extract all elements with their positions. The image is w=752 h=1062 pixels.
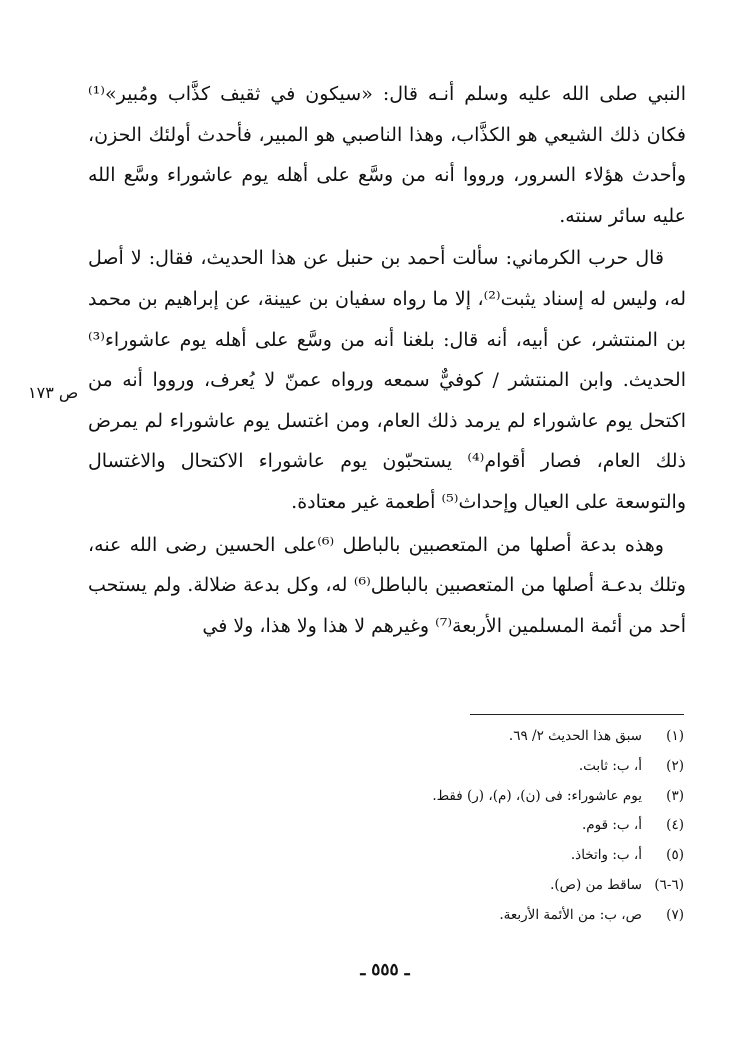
footnote-text: يوم عاشوراء: فى (ن)، (م)، (ر) فقط.: [432, 787, 642, 804]
footnote-text: سبق هذا الحديث ٢/ ٦٩.: [508, 728, 642, 744]
footnote-6: [300, 871, 684, 901]
main-text: [88, 74, 686, 646]
margin-page-reference: ص ١٧٣: [28, 383, 79, 402]
footnote-5: [300, 841, 684, 871]
paragraph-3: وهذه بدعة أصلها من المتعصبين بالباطل ⁽⁶⁾على الحسين رضى الله عنه، وتلك بدعـة أصلها من المتعصبين بالباطل⁽⁶⁾ له، وكل بدعة ضلالة. ولم يستحب أحد من أئمة المسلمين الأربعة⁽⁷⁾ وغيرهم لا هذا ولا هذا، ولا في: [88, 533, 686, 637]
footnote-number: (١): [666, 728, 684, 744]
footnote-7: [300, 901, 684, 931]
paragraph-2: قال حرب الكرماني: سألت أحمد بن حنبل عن هذا الحديث، فقال: لا أصل له، وليس له إسناد يثبت⁽²⁾، إلا ما رواه سفيان بن عيينة، عن إبراهيم بن محمد بن المنتشر، عن أبيه، أنه قال: بلغنا أنه من وسَّع على أهله يوم عاشوراء⁽³⁾ الحديث. وابن المنتشر / كوفيٌّ سمعه ورواه عمنّ لا يُعرف، ورووا أنه من اكتحل يوم عاشوراء لم يرمد ذلك العام، ومن اغتسل يوم عاشوراء لم يمرض ذلك العام، فصار أقوام⁽⁴⁾ يستحبّون يوم عاشوراء الاكتحال والاغتسال والتوسعة على العيال وإحداث⁽⁵⁾ أطعمة غير معتادة.: [88, 247, 686, 513]
footnote-number: (٢): [666, 757, 684, 774]
footnote-1: [300, 722, 684, 752]
footnote-text: ساقط من (ص).: [550, 876, 642, 893]
paragraph-1: النبي صلى الله عليه وسلم أنـه قال: «سيكون في ثقيف كذَّاب ومُبير»⁽¹⁾ فكان ذلك الشيعي هو الكذَّاب، وهذا الناصبي هو المبير، فأحدث أولئك الحزن، وأحدث هؤلاء السرور، ورووا أنه من وسَّع على أهله يوم عاشوراء وسَّع الله عليه سائر سنته.: [88, 83, 686, 227]
footnote-3: [300, 782, 684, 812]
footnote-number: (٥): [666, 847, 684, 864]
page-number: ـ ٥٥٥ ـ: [360, 960, 410, 980]
footnotes: [300, 722, 684, 931]
footnote-number: (٣): [666, 787, 684, 804]
footnote-text: ص، ب: من الأئمة الأربعة.: [499, 906, 642, 923]
footnote-number: (٤): [666, 817, 684, 834]
footnote-text: أ، ب: واتخاذ.: [570, 847, 642, 864]
footnote-number: (٧): [666, 906, 684, 923]
footnote-divider: [470, 714, 684, 715]
footnote-text: أ، ب: قوم.: [581, 817, 642, 834]
footnote-4: [300, 811, 684, 841]
footnote-text: أ، ب: ثابت.: [578, 757, 642, 774]
footnote-number: (٦-٦): [654, 876, 684, 893]
footnote-2: [300, 752, 684, 782]
